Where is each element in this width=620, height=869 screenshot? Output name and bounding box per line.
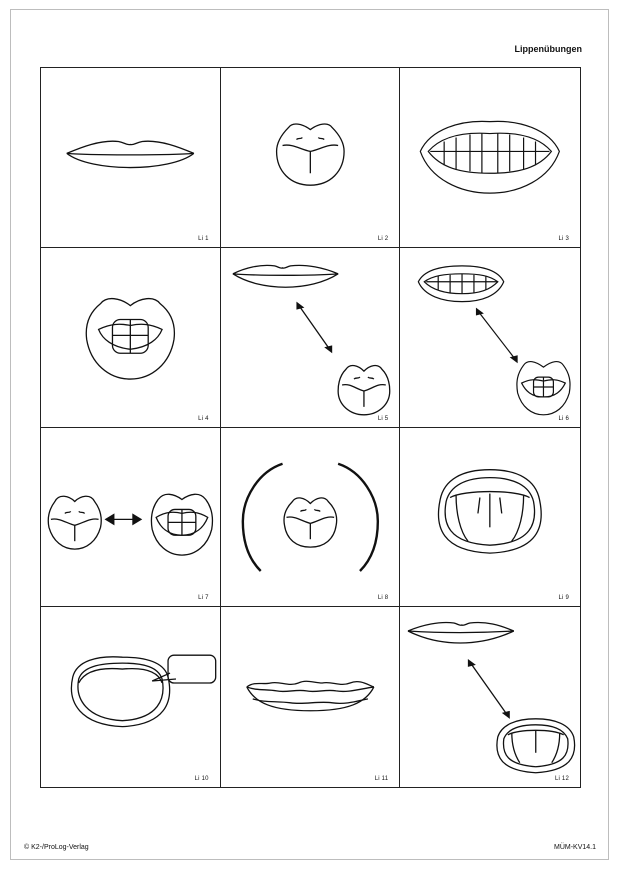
exercise-grid: [40, 67, 581, 788]
exercise-cell-li11: [221, 607, 401, 787]
page-title: Lippenübungen: [514, 44, 582, 54]
exercise-label: Li 9: [558, 595, 569, 602]
exercise-cell-li9: [400, 428, 580, 608]
closed-lips-icon: [41, 68, 220, 247]
exercise-cell-li7: [41, 428, 221, 608]
exercise-label: Li 7: [198, 595, 209, 602]
exercise-label: Li 10: [194, 776, 209, 782]
exercise-label: Li 4: [198, 415, 209, 422]
exercise-cell-li12: [400, 607, 580, 787]
exercise-label: Li 6: [558, 415, 569, 422]
exercise-label: Li 11: [374, 776, 389, 782]
closed-to-pursed-lips-icon: [221, 248, 400, 427]
smile-to-pout-icon: [400, 248, 580, 427]
document-code: MÜM-KV14.1: [553, 844, 596, 851]
open-mouth-speech-icon: [41, 607, 220, 787]
pouted-lips-teeth-icon: [41, 248, 220, 427]
exercise-label: Li 2: [377, 235, 389, 242]
exercise-cell-li6: [400, 248, 580, 428]
exercise-label: Li 1: [198, 235, 209, 242]
exercise-label: Li 12: [554, 776, 569, 782]
exercise-cell-li2: [221, 68, 401, 248]
exercise-cell-li10: [41, 607, 221, 787]
exercise-cell-li3: [400, 68, 580, 248]
exercise-label: Li 5: [377, 415, 389, 422]
exercise-cell-li5: [221, 248, 401, 428]
closed-to-open-mouth-icon: [400, 607, 580, 787]
wide-smile-teeth-icon: [400, 68, 580, 247]
pursed-pout-alternate-icon: [41, 428, 220, 607]
pursed-lips-icon: [221, 68, 400, 247]
pursed-lips-cheeks-icon: [221, 428, 400, 607]
exercise-cell-li4: [41, 248, 221, 428]
exercise-cell-li1: [41, 68, 221, 248]
publisher-footer: © K2-/ProLog-Verlag: [24, 844, 89, 851]
open-mouth-tongue-icon: [400, 428, 580, 607]
wavy-lips-icon: [221, 607, 400, 787]
exercise-label: Li 8: [377, 595, 389, 602]
exercise-cell-li8: [221, 428, 401, 608]
exercise-label: Li 3: [558, 235, 569, 242]
